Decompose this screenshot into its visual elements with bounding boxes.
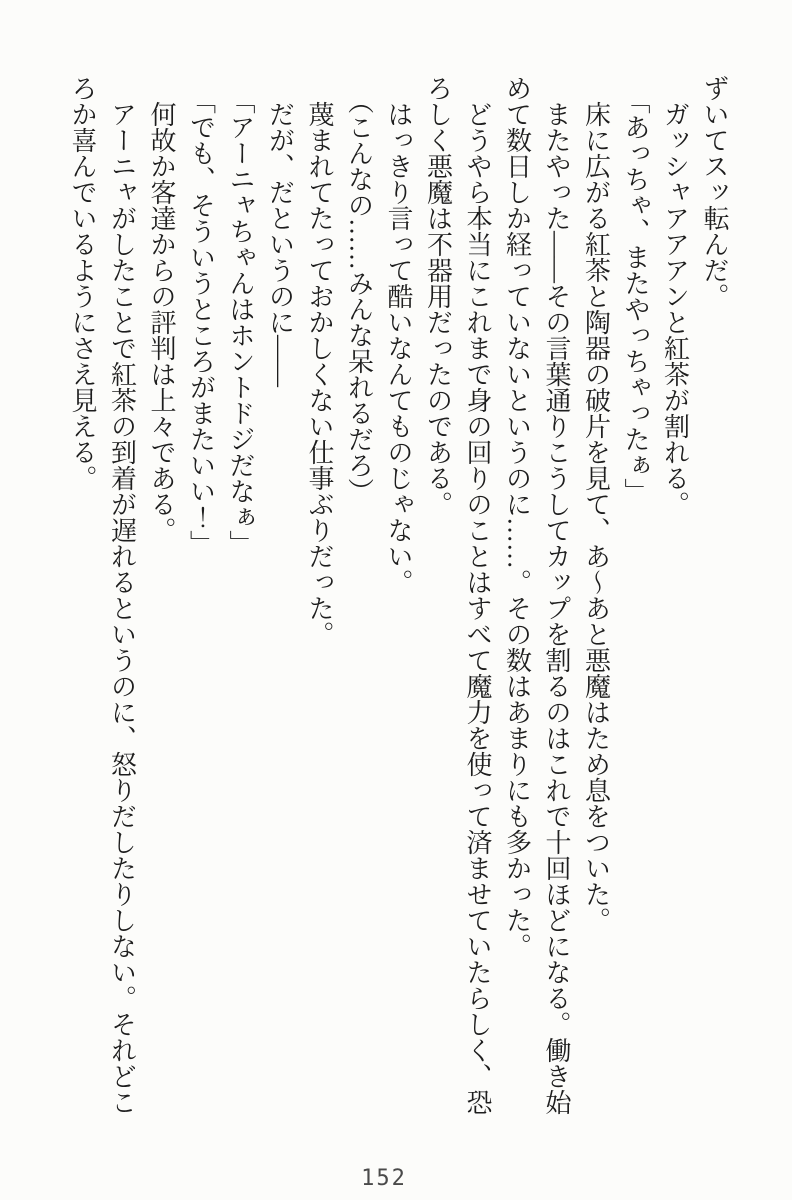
text-line: 「アーニャちゃんはホントドジだなぁ」 xyxy=(226,88,255,556)
page-number: 152 xyxy=(361,1166,407,1191)
vertical-text-block xyxy=(63,75,735,1123)
text-line: ろか喜んでいるようにさえ見える。 xyxy=(68,75,97,491)
text-line: 床に広がる紅茶と陶器の破片を見て、あ〜あと悪魔はため息をついた。 xyxy=(581,101,611,933)
text-line: 「でも、そういうところがまたいい！」 xyxy=(186,88,216,556)
text-line: またやった――その言葉通りこうしてカップを割るのはこれで十回ほどになる。働き始 xyxy=(542,101,571,1115)
text-line: （こんなの……みんな呆れるだろ） xyxy=(344,88,374,504)
text-line: 何故か客達からの評判は上々である。 xyxy=(147,101,176,543)
text-line: ずいてスッ転んだ。 xyxy=(700,75,729,309)
text-line: アーニャがしたことで紅茶の到着が遅れるというのに、怒りだしたりしない。それどこ xyxy=(107,101,137,1115)
text-line: ガッシャアアアンと紅茶が割れる。 xyxy=(660,101,690,517)
text-line: ろしく悪魔は不器用だったのである。 xyxy=(423,75,453,517)
text-line: だが、だというのに―― xyxy=(265,101,295,387)
text-line: 蔑まれてたっておかしくない仕事ぶりだった。 xyxy=(305,101,334,647)
text-line: 「あっちゃ、またやっちゃったぁ」 xyxy=(621,88,650,504)
text-line: はっきり言って酷いなんてものじゃない。 xyxy=(384,101,413,595)
text-line: どうやら本当にこれまで身の回りのことはすべて魔力を使って済ませていたらしく、恐 xyxy=(463,101,492,1115)
text-line: めて数日しか経っていないというのに……。その数はあまりにも多かった。 xyxy=(502,75,532,959)
